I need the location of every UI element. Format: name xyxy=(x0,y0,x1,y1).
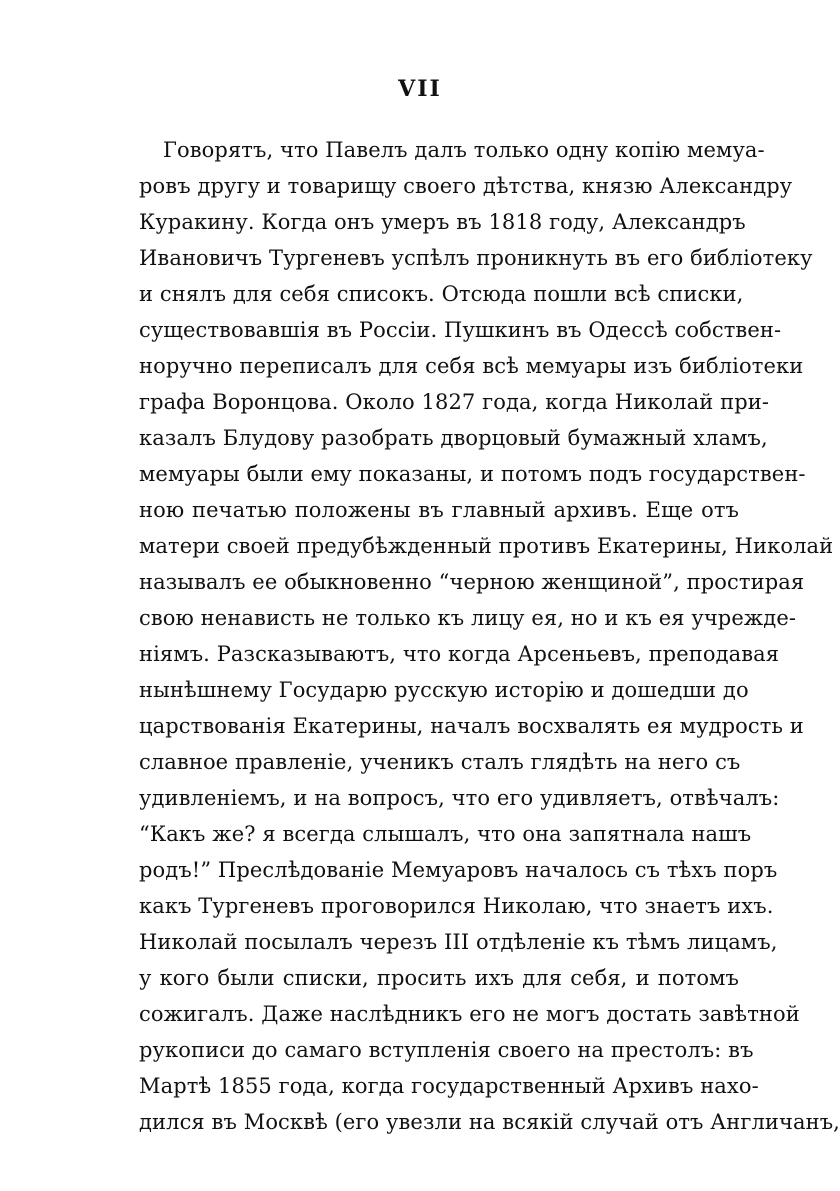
text-line: графа Воронцова. Около 1827 года, когда Николай при- xyxy=(139,390,770,414)
text-line: славное правленіе, ученикъ сталъ глядѣть на него съ xyxy=(139,750,741,774)
text-line: и снялъ для себя списокъ. Отсюда пошли всѣ списки, xyxy=(139,282,744,306)
text-line: сожигалъ. Даже наслѣдникъ его не могъ достать завѣтной xyxy=(139,1002,800,1026)
text-line: норучно переписалъ для себя всѣ мемуары изъ библіотеки xyxy=(139,354,804,378)
text-line: мемуары были ему показаны, и потомъ подъ государствен- xyxy=(139,462,806,486)
text-line: нынѣшнему Государю русскую исторію и дошедши до xyxy=(139,678,749,702)
text-line: “Какъ же? я всегда слышалъ, что она запятнала нашъ xyxy=(139,822,752,846)
text-line: существовавшія въ Россіи. Пушкинъ въ Одессѣ собствен- xyxy=(139,318,782,342)
text-line: Ивановичъ Тургеневъ успѣлъ проникнуть въ его библіотеку xyxy=(139,246,813,270)
text-line: родъ!” Преслѣдованіе Мемуаровъ началось съ тѣхъ поръ xyxy=(139,858,778,882)
text-line: у кого были списки, просить ихъ для себя, и потомъ xyxy=(139,966,739,990)
text-line: Говорятъ, что Павелъ далъ только одну копію мемуа- xyxy=(163,138,765,162)
text-line: Николай посылалъ черезъ III отдѣленіе къ тѣмъ лицамъ, xyxy=(139,930,778,954)
text-line: свою ненависть не только къ лицу ея, но и къ ея учрежде- xyxy=(139,606,797,630)
text-line: рукописи до самаго вступленія своего на престолъ: въ xyxy=(139,1038,754,1062)
text-line: казалъ Блудову разобрать дворцовый бумажный хламъ, xyxy=(139,426,768,450)
text-line: ною печатью положены въ главный архивъ. Еще отъ xyxy=(139,498,739,522)
page-number: VII xyxy=(398,76,442,102)
text-line: какъ Тургеневъ проговорился Николаю, что знаетъ ихъ. xyxy=(139,894,774,918)
text-line: ровъ другу и товарищу своего дѣтства, князю Александру xyxy=(139,174,793,198)
text-line: удивленіемъ, и на вопросъ, что его удивляетъ, отвѣчалъ: xyxy=(139,786,780,810)
text-line: называлъ ее обыкновенно “черною женщиной”, простирая xyxy=(139,570,805,594)
text-line: ніямъ. Разсказываютъ, что когда Арсеньевъ, преподавая xyxy=(139,642,780,666)
text-line: царствованія Екатерины, началъ восхвалять ея мудрость и xyxy=(139,714,804,738)
text-line: матери своей предубѣжденный противъ Екатерины, Николай xyxy=(139,534,834,558)
text-line: Мартѣ 1855 года, когда государственный Архивъ нахо- xyxy=(139,1074,759,1098)
text-line: Куракину. Когда онъ умеръ въ 1818 году, Александръ xyxy=(139,210,746,234)
text-line: дился въ Москвѣ (его увезли на всякій случай отъ Англичанъ, xyxy=(139,1110,840,1134)
